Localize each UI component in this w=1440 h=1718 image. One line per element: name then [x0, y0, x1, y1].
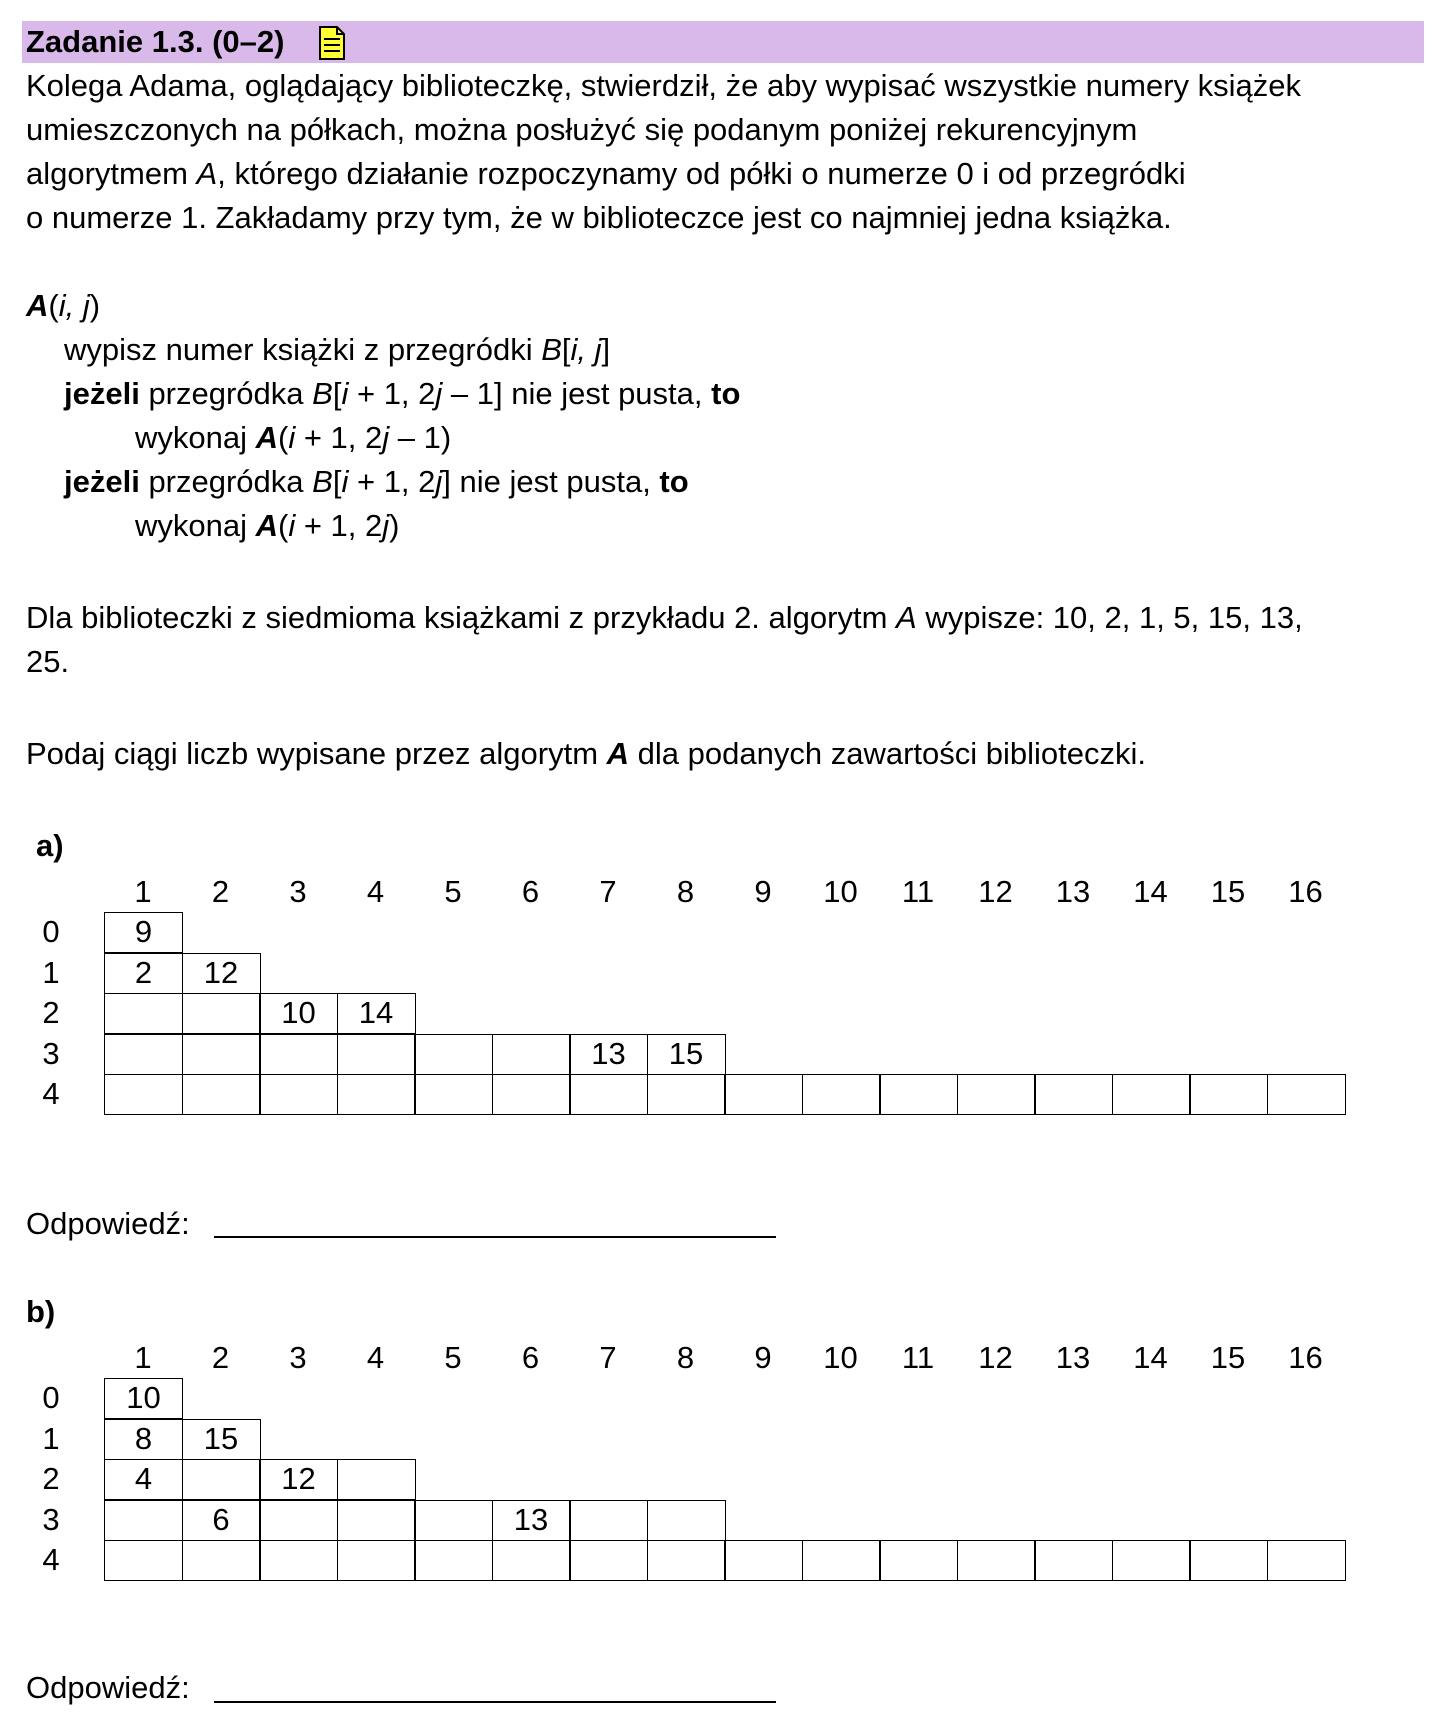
column-header: 16 [1288, 874, 1323, 909]
column-header: 13 [1055, 1340, 1091, 1375]
column-header: 2 [211, 874, 230, 909]
intro-line-3: algorytmem A, którego działanie rozpoczynamy od półki o numerze 0 i od przegródki [26, 156, 1186, 191]
subtask-a-label: a) [36, 828, 64, 863]
shelf-compartment: 15 [647, 1034, 726, 1075]
shelf-compartment [802, 1540, 881, 1581]
algorithm-line-call-right: wykonaj A(i + 1, 2j) [135, 508, 400, 543]
shelf-compartment [1189, 1074, 1268, 1115]
column-header: 5 [444, 1340, 462, 1375]
intro-line-4: o numerze 1. Zakładamy przy tym, że w biblioteczce jest co najmniej jedna książka. [26, 200, 1172, 235]
shelf-compartment [647, 1074, 726, 1115]
shelf-compartment: 10 [104, 1378, 183, 1419]
shelf-compartment [957, 1540, 1036, 1581]
algorithm-line-if-left: jeżeli przegródka B[i + 1, 2j – 1] nie jest pusta, to [64, 376, 741, 411]
column-header: 11 [901, 1340, 935, 1375]
shelf-compartment [182, 993, 261, 1034]
shelf-compartment: 15 [182, 1419, 261, 1460]
shelf-compartment [182, 1074, 261, 1115]
shelf-compartment: 12 [259, 1459, 338, 1500]
shelf-compartment [337, 1540, 416, 1581]
shelf-compartment [569, 1540, 648, 1581]
row-header: 1 [42, 954, 60, 990]
column-header: 16 [1288, 1340, 1323, 1375]
column-header: 1 [134, 874, 152, 909]
shelf-compartment: 13 [492, 1500, 571, 1541]
row-header: 3 [42, 1501, 60, 1537]
column-header: 10 [823, 1340, 858, 1375]
shelf-compartment: 2 [104, 953, 183, 994]
row-header: 2 [42, 1461, 60, 1496]
shelf-compartment [337, 1074, 416, 1115]
column-header: 13 [1055, 874, 1091, 909]
shelf-compartment [1112, 1540, 1191, 1581]
row-header: 0 [42, 1380, 60, 1415]
shelf-compartment: 12 [182, 953, 261, 994]
shelf-compartment [569, 1074, 648, 1115]
column-header: 9 [754, 1340, 772, 1375]
column-header: 4 [366, 1340, 385, 1375]
column-header: 6 [521, 874, 540, 909]
shelf-compartment [104, 1034, 183, 1075]
shelf-compartment [492, 1034, 571, 1075]
column-header: 8 [676, 1340, 695, 1375]
shelf-compartment: 9 [104, 912, 183, 953]
shelf-compartment [647, 1540, 726, 1581]
column-header: 3 [289, 1340, 307, 1375]
task-title: Zadanie 1.3. (0–2) [26, 24, 285, 59]
intro-line-1: Kolega Adama, oglądający biblioteczkę, stwierdził, że aby wypisać wszystkie numery książek [26, 68, 1302, 103]
shelf-compartment: 13 [569, 1034, 648, 1075]
shelf-compartment: 8 [104, 1419, 183, 1460]
row-header: 4 [42, 1542, 60, 1577]
shelf-compartment [1267, 1540, 1346, 1581]
intro-line-2: umieszczonych na półkach, można posłużyć się podanym poniżej rekurencyjnym [26, 112, 1138, 147]
shelf-compartment [957, 1074, 1036, 1115]
shelf-compartment [879, 1074, 958, 1115]
answer-label-a: Odpowiedź: [26, 1206, 190, 1241]
shelf-compartment [414, 1540, 493, 1581]
shelf-compartment [569, 1500, 648, 1541]
shelf-compartment [724, 1540, 803, 1581]
shelf-compartment [182, 1034, 261, 1075]
answer-label-b: Odpowiedź: [26, 1670, 190, 1705]
row-header: 3 [42, 1035, 60, 1071]
shelf-compartment [802, 1074, 881, 1115]
shelf-compartment [182, 1459, 261, 1500]
shelf-compartment [1267, 1074, 1346, 1115]
shelf-compartment [337, 1500, 416, 1541]
column-header: 10 [823, 874, 858, 909]
algorithm-line-call-left: wykonaj A(i + 1, 2j – 1) [135, 420, 452, 455]
column-header: 7 [599, 874, 617, 909]
column-header: 5 [444, 874, 462, 909]
shelf-compartment: 10 [259, 993, 338, 1034]
shelf-compartment [182, 1540, 261, 1581]
shelf-compartment: 4 [104, 1459, 183, 1500]
shelf-compartment [337, 1034, 416, 1075]
algorithm-line-if-right: jeżeli przegródka B[i + 1, 2j] nie jest pusta, to [64, 464, 689, 499]
column-header: 9 [754, 874, 772, 909]
shelf-compartment: 6 [182, 1500, 261, 1541]
answer-input-b[interactable] [214, 1701, 776, 1703]
column-header: 12 [978, 874, 1013, 909]
column-header: 6 [521, 1340, 540, 1375]
shelf-compartment [414, 1074, 493, 1115]
shelf-compartment [414, 1034, 493, 1075]
column-header: 3 [289, 874, 307, 909]
column-header: 12 [978, 1340, 1013, 1375]
shelf-compartment [492, 1074, 571, 1115]
shelf-compartment [1189, 1540, 1268, 1581]
example-line-2: 25. [26, 644, 70, 679]
column-header: 4 [366, 874, 385, 909]
shelf-compartment [104, 1074, 183, 1115]
shelf-compartment [1112, 1074, 1191, 1115]
shelf-compartment [259, 1540, 338, 1581]
shelf-compartment [647, 1500, 726, 1541]
shelf-compartment [1034, 1540, 1113, 1581]
column-header: 15 [1210, 874, 1246, 909]
column-header: 1 [134, 1340, 152, 1375]
shelf-compartment [259, 1500, 338, 1541]
shelf-compartment [259, 1034, 338, 1075]
column-header: 14 [1133, 874, 1168, 909]
column-header: 11 [901, 874, 935, 909]
example-line-1: Dla biblioteczki z siedmioma książkami z przykładu 2. algorytm A wypisze: 10, 2, 1, 5, 15, 13, [26, 600, 1303, 635]
column-header: 2 [211, 1340, 230, 1375]
row-header: 1 [42, 1420, 60, 1456]
shelf-compartment: 14 [337, 993, 416, 1034]
shelf-compartment [1034, 1074, 1113, 1115]
column-header: 8 [676, 874, 695, 909]
shelf-compartment [492, 1540, 571, 1581]
row-header: 0 [42, 914, 60, 949]
column-header: 14 [1133, 1340, 1168, 1375]
shelf-compartment [104, 1500, 183, 1541]
subtask-b-label: b) [26, 1294, 56, 1329]
row-header: 4 [42, 1076, 60, 1111]
shelf-compartment [879, 1540, 958, 1581]
shelf-compartment [104, 1540, 183, 1581]
note-icon [318, 26, 346, 60]
algorithm-line-print: wypisz numer książki z przegródki B[i, j] [64, 332, 611, 367]
shelf-compartment [259, 1074, 338, 1115]
shelf-compartment [724, 1074, 803, 1115]
column-header: 7 [599, 1340, 617, 1375]
shelf-compartment [104, 993, 183, 1034]
answer-input-a[interactable] [214, 1236, 776, 1238]
algorithm-signature: A(i, j) [26, 288, 101, 323]
shelf-compartment [414, 1500, 493, 1541]
row-header: 2 [42, 995, 60, 1030]
shelf-compartment [337, 1459, 416, 1500]
task-instruction: Podaj ciągi liczb wypisane przez algorytm A dla podanych zawartości biblioteczki. [26, 736, 1146, 771]
column-header: 15 [1210, 1340, 1246, 1375]
